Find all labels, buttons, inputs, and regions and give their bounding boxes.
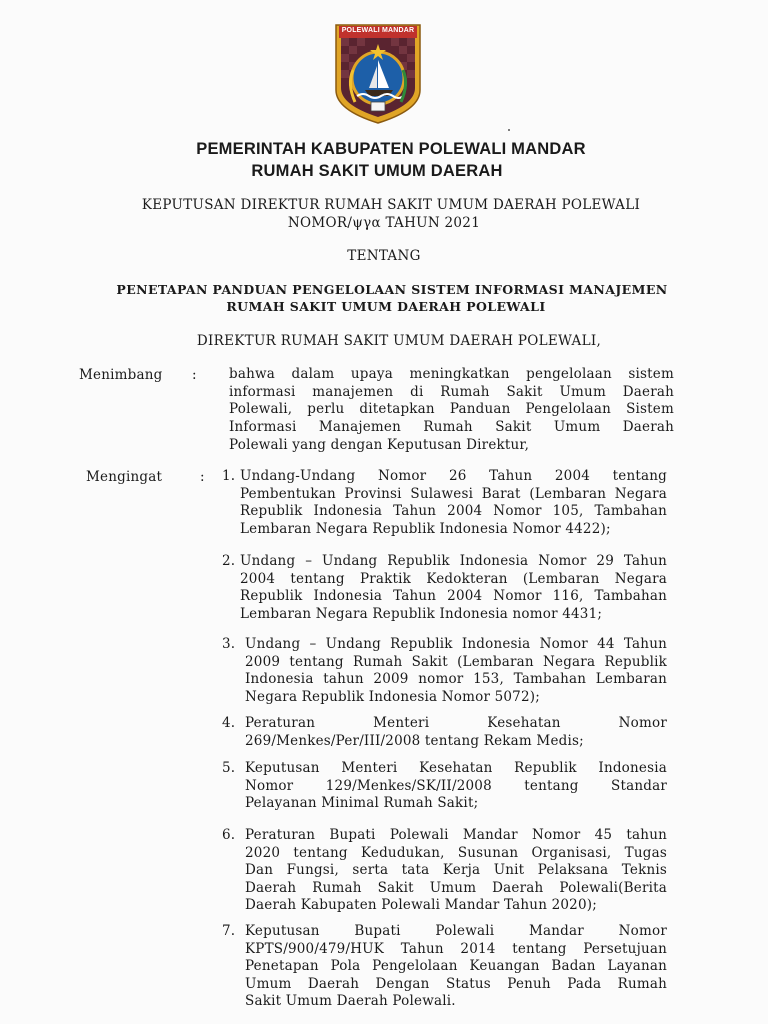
item-line: Nomor 129/Menkes/SK/II/2008 tentang Standar xyxy=(245,777,667,794)
director-line: DIREKTUR RUMAH SAKIT UMUM DAERAH POLEWALI, xyxy=(196,333,602,349)
item-line: Daerah Rumah Sakit Umum Daerah Polewali(Berita xyxy=(245,879,667,896)
item-line: Undang-Undang Nomor 26 Tahun 2004 tentang xyxy=(240,468,667,484)
about-heading: TENTANG xyxy=(347,248,421,264)
item-line: Penetapan Pola Pengelolaan Keuangan Badan Layanan xyxy=(245,958,667,975)
item-line: Peraturan Menteri Kesehatan Nomor xyxy=(245,715,667,731)
item-line: Negara Republik Indonesia Nomor 5072); xyxy=(245,688,540,705)
item-line: Undang – Undang Republik Indonesia Nomor 44 Tahun xyxy=(245,636,667,652)
menimbang-label: Menimbang xyxy=(79,367,163,383)
item-line: Undang – Undang Republik Indonesia Nomor 29 Tahun xyxy=(240,553,667,569)
decree-subject-line-2: RUMAH SAKIT UMUM DAERAH POLEWALI xyxy=(226,299,546,314)
menimbang-line: Polewali, perlu ditetapkan Panduan Pengelolaan Sistem xyxy=(229,401,674,418)
menimbang-line: Polewali yang dengan Keputusan Direktur, xyxy=(229,436,530,453)
hospital-heading: RUMAH SAKIT UMUM DAERAH xyxy=(251,162,503,180)
item-line: Indonesia tahun 2009 nomor 153, Tambahan Lembaran xyxy=(245,671,667,688)
item-line: Keputusan Bupati Polewali Mandar Nomor xyxy=(245,923,667,939)
item-number: 7. xyxy=(222,923,236,939)
item-number: 5. xyxy=(222,760,236,776)
item-line: Republik Indonesia Tahun 2004 Nomor 105, Tambahan xyxy=(240,503,667,520)
emblem-banner-text: POLEWALI MANDAR xyxy=(341,27,415,34)
item-line: 269/Menkes/Per/III/2008 tentang Rekam Medis; xyxy=(245,732,584,749)
item-line: Lembaran Negara Republik Indonesia nomor 4431; xyxy=(240,605,603,622)
item-line: Republik Indonesia Tahun 2004 Nomor 116, Tambahan xyxy=(240,588,667,605)
item-line: Lembaran Negara Republik Indonesia Nomor 4422); xyxy=(240,520,611,537)
item-line: Umum Daerah Dengan Status Penuh Pada Rumah xyxy=(245,975,667,992)
menimbang-colon: : xyxy=(192,367,197,383)
item-number: 2. xyxy=(222,553,236,569)
item-line: Pembentukan Provinsi Sulawesi Barat (Lembaran Negara xyxy=(240,485,667,502)
menimbang-line: informasi manajemen di Rumah Sakit Umum Daerah xyxy=(229,383,674,400)
item-number: 1. xyxy=(222,468,236,484)
regency-emblem-icon xyxy=(333,22,423,126)
scan-speck xyxy=(508,129,510,131)
mengingat-label: Mengingat xyxy=(86,469,163,485)
item-line: Sakit Umum Daerah Polewali. xyxy=(245,993,456,1010)
decree-number-line: NOMOR/ψγα TAHUN 2021 xyxy=(287,215,481,231)
menimbang-line: bahwa dalam upaya meningkatkan pengelolaan sistem xyxy=(229,366,674,382)
government-heading: PEMERINTAH KABUPATEN POLEWALI MANDAR xyxy=(196,140,586,158)
menimbang-line: Informasi Manajemen Rumah Sakit Umum Daerah xyxy=(229,419,674,436)
item-number: 6. xyxy=(222,827,236,843)
item-line: 2009 tentang Rumah Sakit (Lembaran Negara Republik xyxy=(245,653,667,670)
item-line: 2004 tentang Praktik Kedokteran (Lembaran Negara xyxy=(240,570,667,587)
item-line: Keputusan Menteri Kesehatan Republik Indonesia xyxy=(245,760,667,776)
item-number: 4. xyxy=(222,715,236,731)
decree-title-line: KEPUTUSAN DIREKTUR RUMAH SAKIT UMUM DAERAH POLEWALI xyxy=(141,197,641,213)
item-line: Pelayanan Minimal Rumah Sakit; xyxy=(245,795,479,812)
mengingat-colon: : xyxy=(200,469,205,485)
item-line: Peraturan Bupati Polewali Mandar Nomor 45 tahun xyxy=(245,827,667,843)
item-line: Daerah Kabupaten Polewali Mandar Tahun 2020); xyxy=(245,897,597,914)
item-number: 3. xyxy=(222,636,236,652)
item-line: 2020 tentang Kedudukan, Susunan Organisasi, Tugas xyxy=(245,844,667,861)
menimbang-paragraph xyxy=(229,366,674,455)
item-line: Dan Fungsi, serta tata Kerja Unit Pelaksana Teknis xyxy=(245,862,667,879)
decree-subject-line-1: PENETAPAN PANDUAN PENGELOLAAN SISTEM INFORMASI MANAJEMEN xyxy=(116,282,668,297)
item-line: KPTS/900/479/HUK Tahun 2014 tentang Persetujuan xyxy=(245,940,667,957)
